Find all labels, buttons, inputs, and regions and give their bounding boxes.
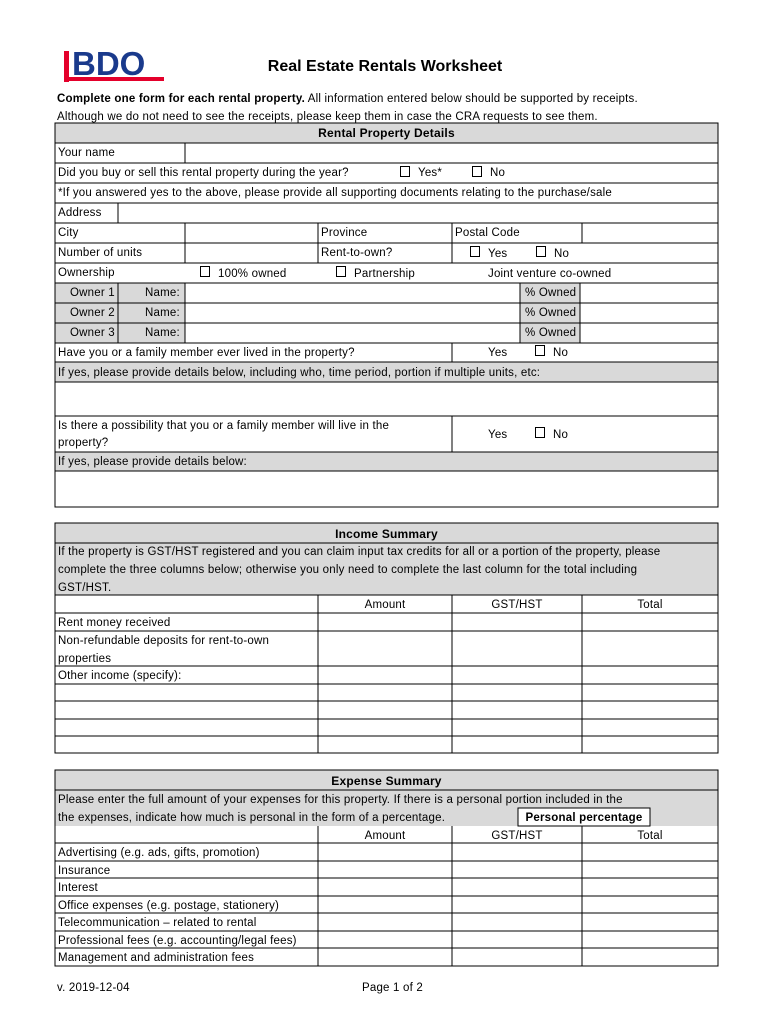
intro-line2: Although we do not need to see the receipts, please keep them in case the CRA requests to see them. bbox=[57, 111, 598, 123]
income-para-2: complete the three columns below; otherwise you only need to complete the last column for the total including bbox=[58, 564, 638, 576]
rent-to-own-label: Rent-to-own? bbox=[321, 247, 393, 259]
owner-2-pct-field[interactable] bbox=[581, 304, 717, 322]
expense-row-telecom: Telecommunication – related to rental bbox=[58, 917, 257, 929]
units-label: Number of units bbox=[58, 247, 143, 259]
personal-percentage-field[interactable] bbox=[651, 808, 717, 826]
expense-row-office: Office expenses (e.g. postage, stationery) bbox=[58, 900, 280, 912]
possibility-details-field[interactable] bbox=[56, 472, 717, 506]
owner-3-label: Owner 3 bbox=[70, 327, 115, 339]
income-para-3: GST/HST. bbox=[58, 582, 112, 594]
your-name-field[interactable] bbox=[186, 144, 716, 162]
possibility-question-line1: Is there a possibility that you or a family member will live in the bbox=[58, 420, 390, 432]
lived-details-field[interactable] bbox=[56, 383, 717, 415]
buy-sell-yes-label: Yes* bbox=[418, 167, 443, 179]
expense-row-professional: Professional fees (e.g. accounting/legal fees) bbox=[58, 935, 297, 947]
svg-text:BDO: BDO bbox=[72, 47, 146, 82]
partnership-checkbox[interactable] bbox=[336, 266, 346, 277]
lived-yes-label: Yes bbox=[488, 347, 508, 359]
owned-100-checkbox[interactable] bbox=[200, 266, 210, 277]
owner-3-name-label: Name: bbox=[145, 327, 180, 339]
income-row-rent: Rent money received bbox=[58, 617, 171, 629]
page-title: Real Estate Rentals Worksheet bbox=[267, 58, 503, 75]
city-field[interactable] bbox=[186, 224, 317, 242]
buy-sell-yes-checkbox[interactable] bbox=[400, 166, 410, 177]
supporting-docs-note: *If you answered yes to the above, please provide all supporting documents relating to the purchase/sale bbox=[58, 187, 612, 199]
owner-1-pct-field[interactable] bbox=[581, 284, 717, 302]
expense-col-total: Total bbox=[637, 830, 663, 842]
income-para-1: If the property is GST/HST registered and you can claim input tax credits for all or a portion of the property, please bbox=[58, 546, 661, 558]
possibility-no-checkbox[interactable] bbox=[535, 427, 545, 438]
owner-1-name-field[interactable] bbox=[186, 284, 519, 302]
possibility-details-prompt: If yes, please provide details below: bbox=[58, 456, 247, 468]
income-col-gst: GST/HST bbox=[491, 599, 543, 611]
income-col-amount: Amount bbox=[364, 599, 406, 611]
owner-1-label: Owner 1 bbox=[70, 287, 115, 299]
owner-2-pct-label: % Owned bbox=[525, 307, 577, 319]
lived-no-label: No bbox=[553, 347, 569, 359]
income-row-deposits: Non-refundable deposits for rent-to-own bbox=[58, 635, 270, 647]
buy-sell-question: Did you buy or sell this rental property during the year? bbox=[58, 167, 349, 179]
joint-venture-label: Joint venture co-owned bbox=[488, 268, 612, 280]
postal-code-label: Postal Code bbox=[455, 227, 520, 239]
buy-sell-no-label: No bbox=[490, 167, 506, 179]
owner-1-name-label: Name: bbox=[145, 287, 180, 299]
address-label: Address bbox=[58, 207, 102, 219]
expense-para-1: Please enter the full amount of your expenses for this property. If there is a personal portion included in the bbox=[58, 794, 623, 806]
rent-to-own-no-label: No bbox=[554, 248, 570, 260]
buy-sell-no-checkbox[interactable] bbox=[472, 166, 482, 177]
expense-row-advertising: Advertising (e.g. ads, gifts, promotion) bbox=[58, 847, 260, 859]
expense-header: Expense Summary bbox=[331, 774, 442, 788]
income-header: Income Summary bbox=[335, 527, 438, 541]
personal-percentage-label: Personal percentage bbox=[525, 812, 643, 824]
expense-row-interest: Interest bbox=[58, 882, 98, 894]
income-row-deposits-cont: properties bbox=[58, 653, 112, 665]
owner-3-pct-field[interactable] bbox=[581, 324, 717, 342]
rent-to-own-no-checkbox[interactable] bbox=[536, 246, 546, 257]
lived-details-prompt: If yes, please provide details below, including who, time period, portion if multiple units, etc: bbox=[58, 367, 541, 379]
expense-col-amount: Amount bbox=[364, 830, 406, 842]
lived-question: Have you or a family member ever lived in the property? bbox=[58, 347, 355, 359]
units-field[interactable] bbox=[186, 244, 317, 262]
version-label: v. 2019-12-04 bbox=[57, 982, 130, 994]
rent-to-own-yes-label: Yes bbox=[488, 248, 508, 260]
owner-3-name-field[interactable] bbox=[186, 324, 519, 342]
partnership-label: Partnership bbox=[354, 268, 416, 280]
expense-row-insurance: Insurance bbox=[58, 865, 111, 877]
your-name-label: Your name bbox=[58, 147, 115, 159]
ownership-label: Ownership bbox=[58, 267, 115, 279]
income-instructions bbox=[58, 543, 660, 597]
owner-2-name-label: Name: bbox=[145, 307, 180, 319]
income-col-total: Total bbox=[637, 599, 663, 611]
intro-bold: Complete one form for each rental property. bbox=[57, 93, 306, 105]
province-label: Province bbox=[321, 227, 368, 239]
intro-line1: All information entered below should be supported by receipts. bbox=[305, 93, 638, 105]
rental-header: Rental Property Details bbox=[318, 126, 455, 140]
income-row-other: Other income (specify): bbox=[58, 670, 182, 682]
postal-code-field[interactable] bbox=[583, 224, 717, 242]
owned-100-label: 100% owned bbox=[218, 268, 287, 280]
expense-para-2: the expenses, indicate how much is personal in the form of a percentage. bbox=[58, 812, 446, 824]
address-field[interactable] bbox=[119, 204, 716, 222]
possibility-no-label: No bbox=[553, 429, 569, 441]
possibility-yes-label: Yes bbox=[488, 429, 508, 441]
possibility-question-line2: property? bbox=[58, 437, 109, 449]
lived-no-checkbox[interactable] bbox=[535, 345, 545, 356]
expense-col-gst: GST/HST bbox=[491, 830, 543, 842]
owner-2-name-field[interactable] bbox=[186, 304, 519, 322]
city-label: City bbox=[58, 227, 79, 239]
owner-1-pct-label: % Owned bbox=[525, 287, 577, 299]
page-number: Page 1 of 2 bbox=[361, 982, 424, 994]
rent-to-own-yes-checkbox[interactable] bbox=[470, 246, 480, 257]
owner-2-label: Owner 2 bbox=[70, 307, 115, 319]
owner-3-pct-label: % Owned bbox=[525, 327, 577, 339]
expense-row-management: Management and administration fees bbox=[58, 952, 255, 964]
